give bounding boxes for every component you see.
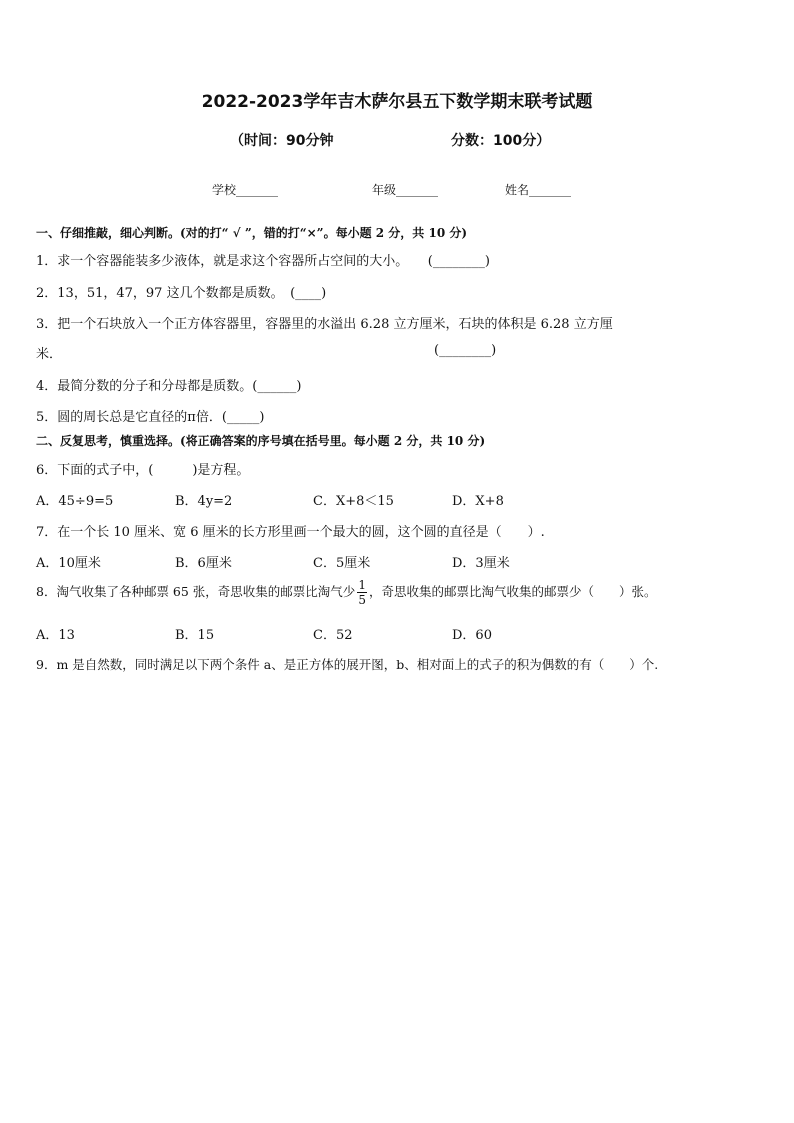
q8-fraction-denominator: 5 (358, 593, 366, 607)
q8-stem-before: 8．淘气收集了各种邮票 65 张，奇思收集的邮票比淘气少 (36, 584, 356, 599)
q8-option-c: C．52 (313, 628, 353, 643)
name-field: 姓名_______ (505, 183, 572, 197)
q8-option-a: A．13 (36, 628, 75, 643)
q8-stem-after: ，奇思收集的邮票比淘气收集的邮票少（ ）张。 (368, 584, 657, 599)
question-3-continued: 米． (36, 347, 63, 362)
question-6: 6．下面的式子中，( )是方程。 (36, 463, 250, 478)
q8-fraction-numerator: 1 (358, 578, 366, 592)
grade-field: 年级_______ (372, 183, 439, 197)
question-8 (36, 578, 656, 607)
question-2: 2．13，51，47，97 这几个数都是质数。 (____) (36, 286, 327, 301)
q6-option-d: D．X+8 (452, 494, 504, 509)
q7-option-b: B．6厘米 (175, 556, 232, 571)
page-title: 2022-2023学年吉木萨尔县五下数学期末联考试题 (201, 92, 593, 112)
q7-option-a: A．10厘米 (36, 556, 101, 571)
question-7: 7．在一个长 10 厘米、宽 6 厘米的长方形里画一个最大的圆，这个圆的直径是（ ）. (36, 525, 545, 540)
q7-option-c: C．5厘米 (313, 556, 371, 571)
exam-time: （时间：90分钟 (230, 133, 334, 149)
question-1: 1．求一个容器能装多少液体，就是求这个容器所占空间的大小。 (________) (36, 254, 490, 269)
question-3-answer-blank: (________) (434, 343, 497, 358)
q6-option-a: A．45÷9=5 (36, 494, 114, 509)
question-9: 9．m 是自然数，同时满足以下两个条件 a、是正方体的展开图，b、相对面上的式子的积为偶数的有（ ）个. (36, 657, 659, 672)
q7-option-d: D．3厘米 (452, 556, 510, 571)
q8-fraction (357, 578, 367, 607)
q6-option-b: B．4y=2 (175, 494, 233, 509)
q8-option-b: B．15 (175, 628, 215, 643)
question-4: 4．最简分数的分子和分母都是质数。(______) (36, 379, 302, 394)
section1-heading: 一、仔细推敲，细心判断。(对的打“ √ ”，错的打“×”。每小题 2 分，共 10 分) (36, 226, 468, 240)
school-field: 学校_______ (212, 183, 279, 197)
question-5: 5．圆的周长总是它直径的π倍．(_____) (36, 410, 265, 425)
q8-option-d: D．60 (452, 628, 492, 643)
section2-heading: 二、反复思考，慎重选择。(将正确答案的序号填在括号里。每小题 2 分，共 10 分) (36, 434, 486, 448)
q6-option-c: C．X+8＜15 (313, 494, 394, 509)
question-3: 3．把一个石块放入一个正方体容器里，容器里的水溢出 6.28 立方厘米，石块的体积是 6.28 立方厘 (36, 317, 613, 332)
exam-score: 分数：100分） (451, 133, 551, 149)
